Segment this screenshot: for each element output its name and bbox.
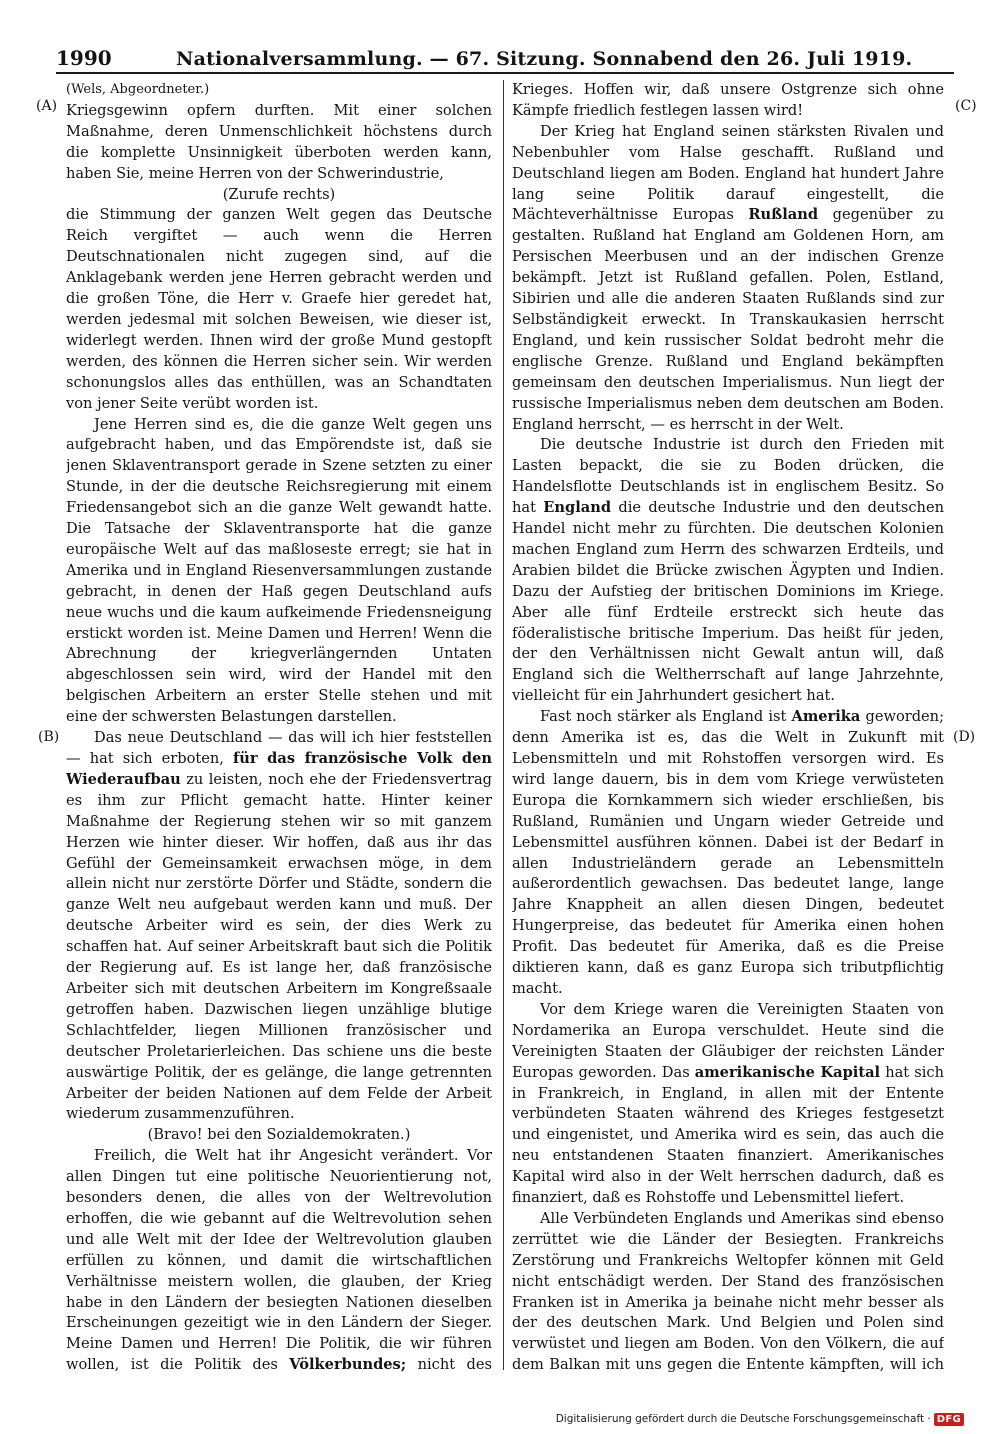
speaker-label: (Wels, Abgeordneter.) bbox=[66, 82, 210, 97]
paragraph: Jene Herren sind es, die die ganze Welt gegen uns aufgebracht haben, und das Empörendste ist, daß sie jenen Sklaventransport gerade in Szene setzten zu einer Stunde, in der die deutsche Reichsregierung mit einem Friedensangebot sich an die ganze Welt gewandt hatte. Die Tatsache der Sklaventransporte hat die ganze europäische Welt auf das maßloseste erregt; sie hat in Amerika und in England Riesenversammlungen zustande gebracht, in denen der Haß gegen Deutschland aufs neue wuchs und die kaum aufkeimende Friedensneigung erstickt worden ist. Meine Damen und Herren! Wenn die Abrechnung der kriegverlängernden Untaten abgeschlossen sein wird, wird der Handel mit den belgischen Arbeitern an erster Stelle stehen und mit eine der schwersten Belastungen darstellen. bbox=[66, 415, 492, 726]
margin-marker-d: (D) bbox=[953, 729, 976, 745]
paragraph: Krieges. Hoffen wir, daß unsere Ostgrenze sich ohne Kämpfe friedlich festlegen lassen wird! bbox=[512, 81, 944, 119]
right-column bbox=[512, 80, 944, 1372]
column-divider bbox=[503, 80, 504, 1370]
funding-credit: Digitalisierung gefördert durch die Deutsche Forschungsgemeinschaft · bbox=[555, 1413, 931, 1425]
interjection: (Zurufe rechts) bbox=[222, 185, 336, 203]
page-header bbox=[56, 46, 956, 74]
text-run: Fast noch stärker als England ist bbox=[540, 708, 792, 726]
emphasis: Völkerbundes; bbox=[289, 1356, 407, 1372]
text-run: die deutsche Industrie und den deutschen Handel nicht mehr zu fürchten. Die deutschen Kolonien machen England zum Herrn des schwarzen Erdteils, und Arabien bildet die Brücke zwischen Ägypten und Indien. Dazu der Aufstieg der britischen Dominions im Kriege. Aber alle fünf Erdteile erstreckt sich heute das föderalistische britische Imperium. Das heißt für jeden, der den Verhältnissen nicht Gewalt antun will, daß England sich die Weltherrschaft auf lange Jahrzehnte, vielleicht für ein Jahrhundert gesichert hat. bbox=[512, 499, 944, 705]
paragraph: die Stimmung der ganzen Welt gegen das Deutsche Reich vergiftet — auch wenn die Herren Deutschnationalen nicht zugegen sind, auf die Anklagebank werden jene Herren gebracht werden und die großen Töne, die Herr v. Graefe hier geredet hat, werden jedesmal mit solchen Beweisen, wie dieser ist, widerlegt werden. Ihnen wird der große Mund gestopft werden, des können die Herren sicher sein. Wir werden schonungslos alles das enthüllen, was an Schandtaten von jener Seite verübt worden ist. bbox=[66, 206, 492, 412]
paragraph bbox=[512, 122, 944, 436]
paragraph bbox=[512, 707, 944, 1000]
margin-marker-a: (A) bbox=[36, 98, 58, 114]
text-run: Das neue Deutschland — das will ich hier feststellen — hat sich erboten, bbox=[66, 729, 492, 767]
emphasis: Rußland bbox=[748, 206, 819, 224]
text-run: Vor dem Kriege waren die Vereinigten Staaten von Nordamerika an Europa verschuldet. Heute sind die Vereinigten Staaten der Gläubiger der reichsten Länder Europas geworden. Das bbox=[512, 1000, 944, 1081]
paragraph: Alle Verbündeten Englands und Amerikas sind ebenso zerrüttet wie die Länder der Besiegten. Frankreichs Zerstörung und Frankreichs Weltopfer können mit Geld nicht entschädigt werden. Der Stand des französischen Franken ist in Amerika ja beinahe nicht mehr besser als der des deutschen Mark. Und Belgien und Polen sind verwüstet und liegen am Boden. Von den Völkern, die auf dem Balkan mit uns gegen die Entente kämpften, will ich bbox=[512, 1209, 944, 1372]
emphasis: amerikanische Kapital bbox=[694, 1063, 881, 1081]
margin-marker-c: (C) bbox=[955, 98, 977, 114]
emphasis: für das französische Volk den Wiederaufbau bbox=[66, 750, 492, 788]
emphasis: England bbox=[543, 499, 612, 517]
paragraph bbox=[512, 1000, 944, 1209]
text-run: Der Krieg hat England seinen stärksten Rivalen und Nebenbuhler vom Halse geschafft. Rußland und Deutschland liegen am Boden. England hat hundert Jahre lang seine Politik darauf eingestellt, die Mächteverhältnisse Europas bbox=[512, 122, 944, 224]
text-run: Freilich, die Welt hat ihr Angesicht verändert. Vor allen Dingen tut eine politische Neuorientierung not, besonders denen, die alles von der Weltrevolution erhoffen, die wie gebannt auf die Weltrevolution sehen und alle Welt mit der Idee der Weltrevolution glauben erfüllen zu können, und damit die wirtschaftlichen Verhältnisse meistern wollen, die glauben, der Krieg habe in den Ländern der besiegten Nationen dieselben Erscheinungen gezeitigt wie in den Ländern der Sieger. Meine Damen und Herren! Die Politik, die wir führen wollen, ist die Politik des bbox=[66, 1147, 492, 1372]
header-rule bbox=[56, 72, 954, 74]
margin-marker-b: (B) bbox=[38, 729, 60, 745]
paragraph bbox=[66, 728, 492, 1125]
text-run: zu leisten, noch ehe der Friedensvertrag es ihm zur Pflicht gemacht hatte. Hinter keiner Maßnahme der Regierung stehen wir so mit ganzem Herzen wie hinter dieser. Wir hoffen, daß aus ihr das Gefühl der Gemeinsamkeit erwachsen möge, in dem allein nicht nur zerstörte Dörfer und Städte, sondern die ganze Welt neu aufgebaut werden kann und muß. Der deutsche Arbeiter wird es sein, der dies Werk zu schaffen hat. Auf seiner Arbeitskraft baut sich die Politik der Regierung auf. Es ist lange her, daß französische Arbeiter sich mit deutschen Arbeitern im Kongreßsaale getroffen haben. Dazwischen liegen unzählige blutige Schlachtfelder, liegen Millionen französischer und deutscher Proletarierleichen. Das schiene uns die beste auswärtige Politik, der es gelänge, die lange getrennten Arbeiter der beiden Nationen auf dem Felde der Arbeit wiederum zusammenzuführen. bbox=[66, 770, 492, 1123]
paragraph: Kriegsgewinn opfern durften. Mit einer solchen Maßnahme, deren Unmenschlichkeit höchstens durch die komplette Unsinnigkeit überboten werden kann, haben Sie, meine Herren von der Schwerindustrie, bbox=[66, 101, 492, 182]
left-column bbox=[66, 80, 492, 1372]
dfg-logo-icon: DFG bbox=[934, 1413, 964, 1426]
page-number: 1990 bbox=[56, 46, 112, 70]
emphasis: Amerika bbox=[791, 708, 861, 726]
text-run: Die deutsche Industrie ist durch den Frieden mit Lasten bepackt, die sie zu Boden drücken, die Handelsflotte Deutschlands ist in englischem Besitz. So hat bbox=[512, 436, 944, 517]
paragraph bbox=[512, 435, 944, 707]
footer bbox=[556, 1410, 964, 1428]
text-run: hat sich in Frankreich, in England, in allen mit der Entente verbündeten Staaten während des Krieges festgesetzt und eingenistet, und Amerika wird es sein, das auch die neu entstandenen Staaten finanziert. Amerikanisches Kapital wird also in der Welt herrschen dadurch, daß es finanziert, daß es Rohstoffe und Lebensmittel liefert. bbox=[512, 1063, 944, 1207]
paragraph bbox=[66, 1146, 492, 1372]
text-run: nicht des bbox=[417, 1356, 492, 1372]
text-run: gegenüber zu gestalten. Rußland hat England am Goldenen Horn, am Persischen Meerbusen und an der indischen Grenze bekämpft. Jetzt ist Rußland gefallen. Polen, Estland, Sibirien und alle die anderen Staaten Rußlands sind zur Selbständigkeit erweckt. In Transkaukasien herrscht England, und kein russischer Soldat bedroht mehr die englische Grenze. Rußland und England bekämpften gemeinsam den deutschen Imperialismus. Nun liegt der russische Imperialismus neben dem deutschen am Boden. England herrscht, — es herrscht in der Welt. bbox=[512, 206, 944, 433]
text-run: geworden; denn Amerika ist es, das die Welt in Zukunft mit Lebensmitteln und mit Rohstoffen versorgen wird. Es wird lange dauern, bis in dem vom Kriege verwüsteten Europa die Kornkammern sich wieder erschließen, bis Rußland, Rumänien und Ungarn wieder Getreide und Lebensmittel ausführen können. Dabei ist der Bedarf in allen Industrieländern gerade an Lebensmitteln außerordentlich gewachsen. Das bedeutet lange, lange Jahre Knappheit an allen diesen Dingen, bedeutet Hungerpreise, das bedeutet für Amerika einen hohen Profit. Das bedeutet für Amerika, daß es die Preise diktieren kann, daß es ganz Europa sich tributpflichtig macht. bbox=[512, 708, 944, 997]
interjection: (Bravo! bei den Sozialdemokraten.) bbox=[147, 1126, 411, 1144]
header-title: Nationalversammlung. — 67. Sitzung. Sonnabend den 26. Juli 1919. bbox=[176, 48, 913, 70]
